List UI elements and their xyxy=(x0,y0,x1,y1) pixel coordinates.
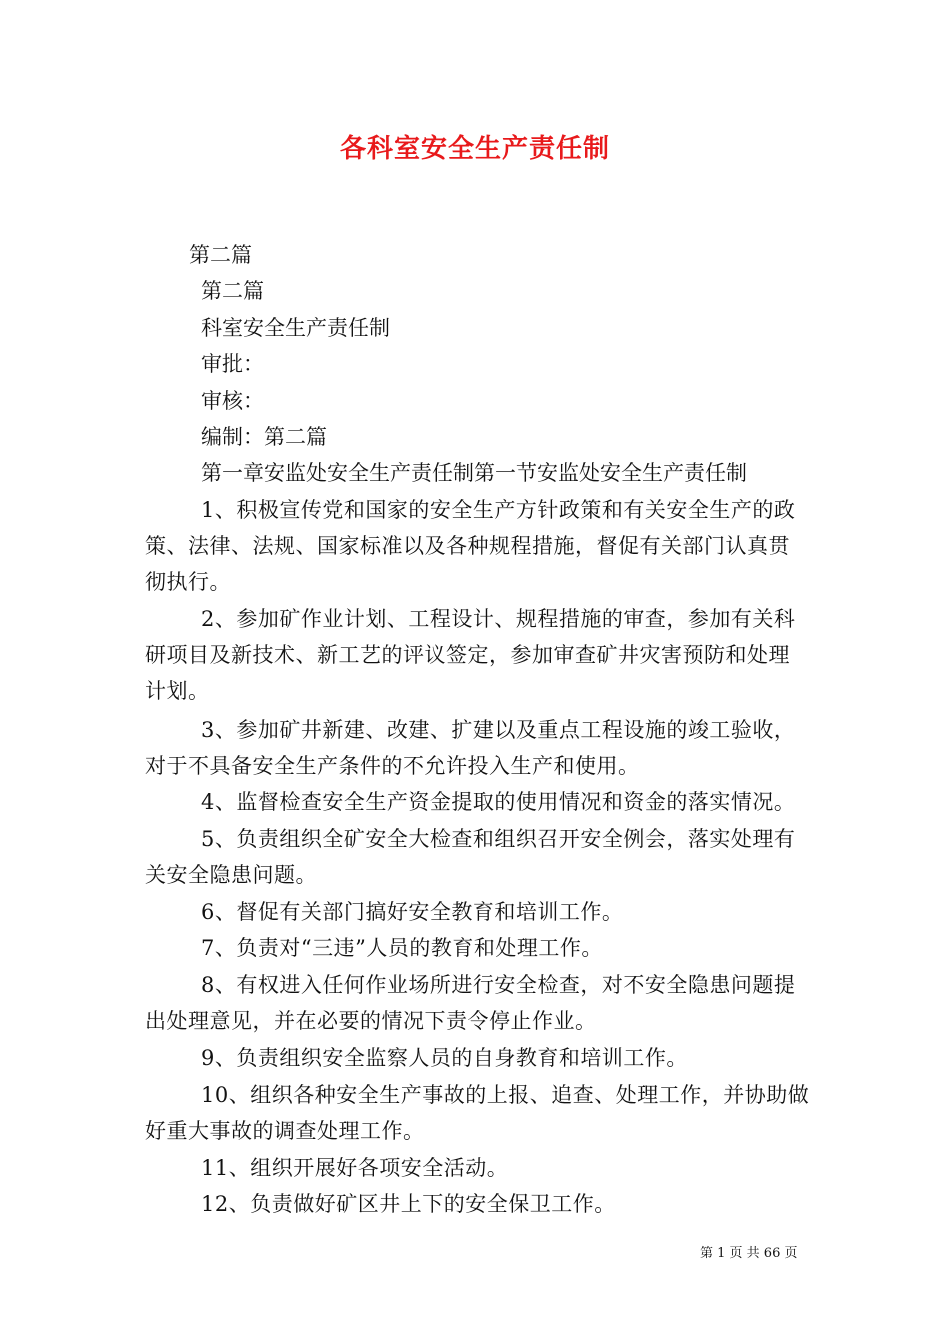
paragraph-5 xyxy=(145,821,810,893)
approval-field: 审批： xyxy=(201,352,264,376)
paragraph-text: 11、组织开展好各项安全活动。 xyxy=(201,1156,509,1180)
paragraph-1 xyxy=(145,492,810,600)
compiler-field: 编制：第二篇 xyxy=(201,425,327,449)
paragraph-text: 10、组织各种安全生产事故的上报、追查、处理工作，并协助做好重大事故的调查处理工作。 xyxy=(145,1083,810,1143)
paragraph-4 xyxy=(145,784,810,820)
part-label: 第二篇 xyxy=(189,243,252,267)
page-number-footer: 第 1 页 共 66 页 xyxy=(700,1246,798,1261)
chapter-heading: 第一章安监处安全生产责任制第一节安监处安全生产责任制 xyxy=(201,461,747,485)
paragraph-text: 6、督促有关部门搞好安全教育和培训工作。 xyxy=(201,900,624,924)
paragraph-6 xyxy=(145,894,810,930)
paragraph-3 xyxy=(145,712,810,784)
paragraph-text: 5、负责组织全矿安全大检查和组织召开安全例会，落实处理有关安全隐患问题。 xyxy=(145,827,796,887)
paragraph-text: 1、积极宣传党和国家的安全生产方针政策和有关安全生产的政策、法律、法规、国家标准以及各种规程措施，督促有关部门认真贯彻执行。 xyxy=(145,498,796,594)
paragraph-text: 2、参加矿作业计划、工程设计、规程措施的审查，参加有关科研项目及新技术、新工艺的评议签定，参加审查矿井灾害预防和处理计划。 xyxy=(145,607,796,703)
page-title: 各科室安全生产责任制 xyxy=(339,134,610,164)
paragraph-text: 12、负责做好矿区井上下的安全保卫工作。 xyxy=(201,1192,616,1216)
paragraph-10 xyxy=(145,1077,810,1149)
paragraph-text: 8、有权进入任何作业场所进行安全检查，对不安全隐患问题提出处理意见，并在必要的情况下责令停止作业。 xyxy=(145,973,796,1033)
paragraph-text: 3、参加矿井新建、改建、扩建以及重点工程设施的竣工验收，对于不具备安全生产条件的不允许投入生产和使用。 xyxy=(145,718,796,778)
section-name: 科室安全生产责任制 xyxy=(201,316,390,340)
paragraph-7 xyxy=(145,930,810,966)
paragraph-text: 9、负责组织安全监察人员的自身教育和培训工作。 xyxy=(201,1046,688,1070)
paragraph-9 xyxy=(145,1040,810,1076)
paragraph-12 xyxy=(145,1186,810,1222)
paragraph-text: 7、负责对“三违”人员的教育和处理工作。 xyxy=(201,936,603,960)
review-field: 审核： xyxy=(201,389,264,413)
paragraph-text: 4、监督检查安全生产资金提取的使用情况和资金的落实情况。 xyxy=(201,790,796,814)
paragraph-8 xyxy=(145,967,810,1039)
part-label-repeat: 第二篇 xyxy=(201,279,264,303)
paragraph-2 xyxy=(145,601,810,709)
paragraph-11 xyxy=(145,1150,810,1186)
